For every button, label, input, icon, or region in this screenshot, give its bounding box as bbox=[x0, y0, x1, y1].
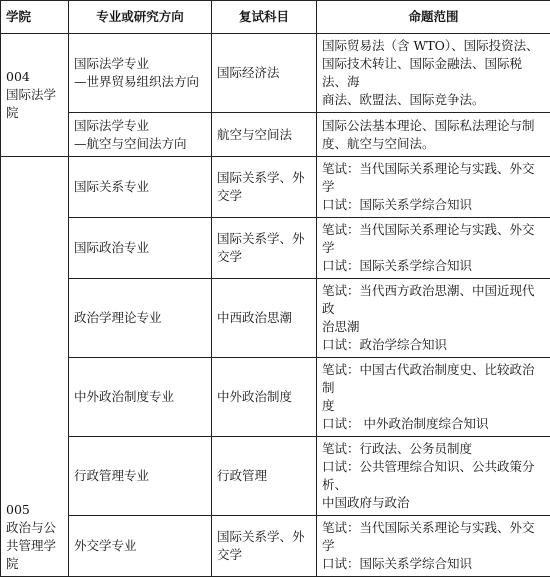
scope-line: 国际技术转让、国际金融法、国际税法、海 bbox=[322, 55, 545, 91]
major-line: 外交学专业 bbox=[74, 537, 206, 555]
scope-cell bbox=[317, 516, 550, 577]
department-code: 004 bbox=[6, 68, 63, 86]
department-name-line: 共管理学 bbox=[6, 537, 63, 555]
subject-cell bbox=[212, 516, 317, 577]
subject-line: 国际关系学、外交学 bbox=[217, 230, 311, 266]
scope-line: 笔试：中国古代政治制度史、比较政治制 bbox=[322, 361, 545, 397]
major-line: 中外政治制度专业 bbox=[74, 388, 206, 406]
major-cell bbox=[69, 113, 212, 157]
scope-line: 国际贸易法（含 WTO）、国际投资法、 bbox=[322, 37, 545, 55]
major-line: 政治学理论专业 bbox=[74, 309, 206, 327]
header-major: 专业或研究方向 bbox=[69, 1, 212, 34]
department-code: 005 bbox=[6, 501, 63, 519]
scope-cell bbox=[317, 279, 550, 358]
major-cell bbox=[69, 516, 212, 577]
major-line: 行政管理专业 bbox=[74, 467, 206, 485]
subject-cell bbox=[212, 157, 317, 218]
major-line: 国际法学专业 bbox=[74, 117, 206, 135]
scope-line: 笔试：当代国际关系理论与实践、外交学 bbox=[322, 160, 545, 196]
major-cell bbox=[69, 218, 212, 279]
scope-line: 口试：国际关系学综合知识 bbox=[322, 555, 545, 573]
table-row bbox=[1, 516, 550, 577]
table-row bbox=[1, 113, 550, 157]
subject-line: 国际关系学、外交学 bbox=[217, 169, 311, 205]
table-row bbox=[1, 279, 550, 358]
department-cell bbox=[1, 157, 69, 577]
scope-line: 口试：国际关系学综合知识 bbox=[322, 196, 545, 214]
major-cell bbox=[69, 437, 212, 516]
scope-line: 中国政府与政治 bbox=[322, 494, 545, 512]
scope-cell bbox=[317, 157, 550, 218]
subject-cell bbox=[212, 437, 317, 516]
subject-line: 国际经济法 bbox=[217, 64, 311, 82]
major-line: 国际法学专业 bbox=[74, 55, 206, 73]
subject-line: 国际关系学、外交学 bbox=[217, 528, 311, 564]
department-cell bbox=[1, 34, 69, 157]
major-line: —世界贸易组织法方向 bbox=[74, 73, 206, 91]
subject-cell bbox=[212, 34, 317, 113]
scope-line: 笔试：当代国际关系理论与实践、外交学 bbox=[322, 519, 545, 555]
header-scope: 命题范围 bbox=[317, 1, 550, 34]
major-line: 国际关系专业 bbox=[74, 178, 206, 196]
header-college: 学院 bbox=[1, 1, 69, 34]
subject-line: 行政管理 bbox=[217, 467, 311, 485]
header-subject: 复试科目 bbox=[212, 1, 317, 34]
scope-cell bbox=[317, 218, 550, 279]
scope-line: 笔试：当代国际关系理论与实践、外交学 bbox=[322, 221, 545, 257]
department-name-line: 国际法学 bbox=[6, 86, 63, 104]
major-line: 国际政治专业 bbox=[74, 239, 206, 257]
scope-line: 笔试：当代西方政治思潮、中国近现代政 bbox=[322, 282, 545, 318]
subject-cell bbox=[212, 358, 317, 437]
header-row bbox=[1, 1, 550, 34]
scope-line: 笔试：行政法、公务员制度 bbox=[322, 440, 545, 458]
major-cell bbox=[69, 157, 212, 218]
scope-line: 口试： 中外政治制度综合知识 bbox=[322, 415, 545, 433]
major-line: —航空与空间法方向 bbox=[74, 135, 206, 153]
major-cell bbox=[69, 279, 212, 358]
table-row bbox=[1, 218, 550, 279]
department-name-line: 院 bbox=[6, 555, 63, 573]
table-row bbox=[1, 358, 550, 437]
scope-cell bbox=[317, 437, 550, 516]
subject-cell bbox=[212, 113, 317, 157]
table-row bbox=[1, 437, 550, 516]
department-name-line: 院 bbox=[6, 104, 63, 122]
table-row bbox=[1, 157, 550, 218]
subject-cell bbox=[212, 279, 317, 358]
scope-cell bbox=[317, 358, 550, 437]
major-cell bbox=[69, 358, 212, 437]
scope-line: 国际公法基本理论、国际私法理论与制 bbox=[322, 117, 545, 135]
scope-line: 度 bbox=[322, 397, 545, 415]
table-row bbox=[1, 34, 550, 113]
scope-line: 度、航空与空间法。 bbox=[322, 135, 545, 153]
subject-line: 中外政治制度 bbox=[217, 388, 311, 406]
scope-line: 口试：公共管理综合知识、公共政策分析、 bbox=[322, 458, 545, 494]
scope-cell bbox=[317, 34, 550, 113]
scope-line: 商法、欧盟法、国际竞争法。 bbox=[322, 91, 545, 109]
scope-cell bbox=[317, 113, 550, 157]
scope-line: 口试：政治学综合知识 bbox=[322, 336, 545, 354]
scope-line: 治思潮 bbox=[322, 318, 545, 336]
major-cell bbox=[69, 34, 212, 113]
subject-line: 航空与空间法 bbox=[217, 126, 311, 144]
department-name-line: 政治与公 bbox=[6, 519, 63, 537]
subject-cell bbox=[212, 218, 317, 279]
scope-line: 口试：国际关系学综合知识 bbox=[322, 257, 545, 275]
subject-line: 中西政治思潮 bbox=[217, 309, 311, 327]
